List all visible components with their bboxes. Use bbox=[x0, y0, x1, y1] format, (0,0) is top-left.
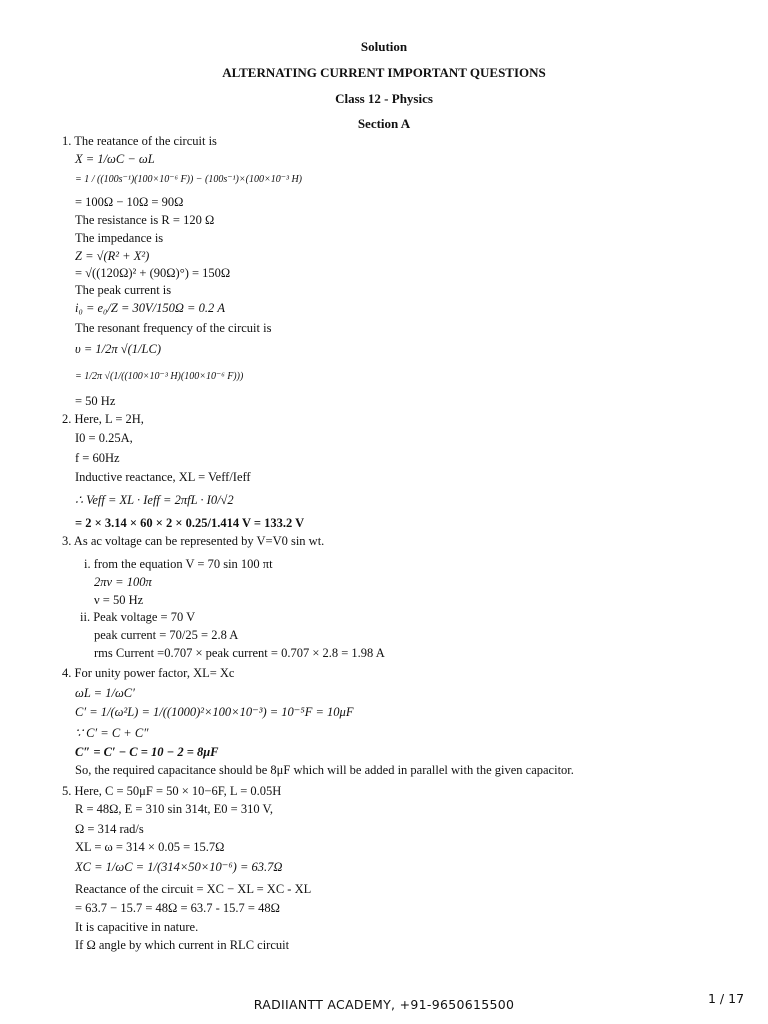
q4-conclusion: So, the required capacitance should be 8μF which will be added in parallel with the given capacitor. bbox=[75, 763, 574, 777]
class-subtitle: Class 12 - Physics bbox=[335, 91, 433, 106]
q5-intro: 5. Here, C = 50μF = 50 × 10−6F, L = 0.05H bbox=[62, 784, 282, 798]
q1-eq-peak: i₀ = e₀/Z = 30V/150Ω = 0.2 A bbox=[75, 301, 225, 315]
section-heading: Section A bbox=[357, 116, 411, 131]
q1-resistance: The resistance is R = 120 Ω bbox=[75, 213, 215, 227]
q4-eq-1: ωL = 1/ωC′ bbox=[75, 686, 135, 700]
q5-nature: It is capacitive in nature. bbox=[75, 920, 199, 934]
q3-eq-frequency: ν = 50 Hz bbox=[94, 593, 144, 607]
q3-peak-current: peak current = 70/25 = 2.8 A bbox=[94, 628, 239, 642]
q2-eq-result: = 2 × 3.14 × 60 × 2 × 0.25/1.414 V = 133.2 V bbox=[75, 516, 305, 530]
q1-impedance-label: The impedance is bbox=[75, 231, 164, 245]
q3-part-ii: ii. Peak voltage = 70 V bbox=[80, 610, 196, 624]
q3-intro: 3. As ac voltage can be represented by V=V0 sin wt. bbox=[62, 534, 325, 548]
q4-eq-4: C″ = C′ − C = 10 − 2 = 8μF bbox=[75, 745, 219, 759]
q2-current: I0 = 0.25A, bbox=[75, 431, 133, 445]
q2-inductive-reactance: Inductive reactance, XL = Veff/Ieff bbox=[75, 470, 251, 484]
q5-xc: XC = 1/ωC = 1/(314×50×10⁻⁶) = 63.7Ω bbox=[75, 860, 283, 874]
q4-intro: 4. For unity power factor, XL= Xc bbox=[62, 666, 235, 680]
q2-frequency: f = 60Hz bbox=[75, 451, 120, 465]
q1-eq-resonant: υ = 1/2π √(1/LC) bbox=[75, 342, 161, 356]
q1-intro: 1. The reatance of the circuit is bbox=[62, 134, 217, 148]
q1-peak-label: The peak current is bbox=[75, 283, 172, 297]
q5-given: R = 48Ω, E = 310 sin 314t, E0 = 310 V, bbox=[75, 802, 274, 816]
q1-eq-impedance: Z = √(R² + X²) bbox=[75, 249, 150, 263]
q5-omega: Ω = 314 rad/s bbox=[75, 822, 144, 836]
q4-eq-3: ∵ C′ = C + C″ bbox=[75, 726, 149, 740]
q5-reactance-value: = 63.7 − 15.7 = 48Ω = 63.7 - 15.7 = 48Ω bbox=[75, 901, 280, 915]
q1-eq-resonant-subst: = 1/2π √(1/((100×10⁻³ H)(100×10⁻⁶ F))) bbox=[75, 371, 244, 382]
q1-eq-resonant-result: = 50 Hz bbox=[75, 394, 116, 408]
q3-rms-current: rms Current =0.707 × peak current = 0.707 × 2.8 = 1.98 A bbox=[94, 646, 385, 660]
q1-resonant-label: The resonant frequency of the circuit is bbox=[75, 321, 272, 335]
page-number: 1 / 17 bbox=[708, 991, 745, 1006]
q1-eq-substitution: = 1 / ((100s⁻¹)(100×10⁻⁶ F)) − (100s⁻¹)×(100×10⁻³ H) bbox=[75, 174, 303, 185]
q3-part-i: i. from the equation V = 70 sin 100 πt bbox=[84, 557, 273, 571]
page-title: ALTERNATING CURRENT IMPORTANT QUESTIONS bbox=[222, 65, 546, 80]
footer-academy: RADIIANTT ACADEMY, +91-9650615500 bbox=[253, 997, 515, 1012]
q4-eq-2: C′ = 1/(ω²L) = 1/((1000)²×100×10⁻³) = 10⁻⁵F = 10μF bbox=[75, 705, 354, 719]
q2-intro: 2. Here, L = 2H, bbox=[62, 412, 144, 426]
doc-label: Solution bbox=[360, 39, 408, 54]
q1-eq-impedance-value: = √((120Ω)² + (90Ω)°) = 150Ω bbox=[75, 266, 231, 280]
q1-eq-reactance: X = 1/ωC − ωL bbox=[75, 152, 155, 166]
q5-reactance: Reactance of the circuit = XC − XL = XC - XL bbox=[75, 882, 312, 896]
q3-eq-omega: 2πν = 100π bbox=[94, 575, 152, 589]
q5-xl: XL = ω = 314 × 0.05 = 15.7Ω bbox=[75, 840, 225, 854]
q2-eq-veff: ∴ Veff = XL · Ieff = 2πfL · I0/√2 bbox=[75, 493, 234, 507]
q5-angle: If Ω angle by which current in RLC circuit bbox=[75, 938, 290, 952]
q1-eq-result: = 100Ω − 10Ω = 90Ω bbox=[75, 195, 184, 209]
